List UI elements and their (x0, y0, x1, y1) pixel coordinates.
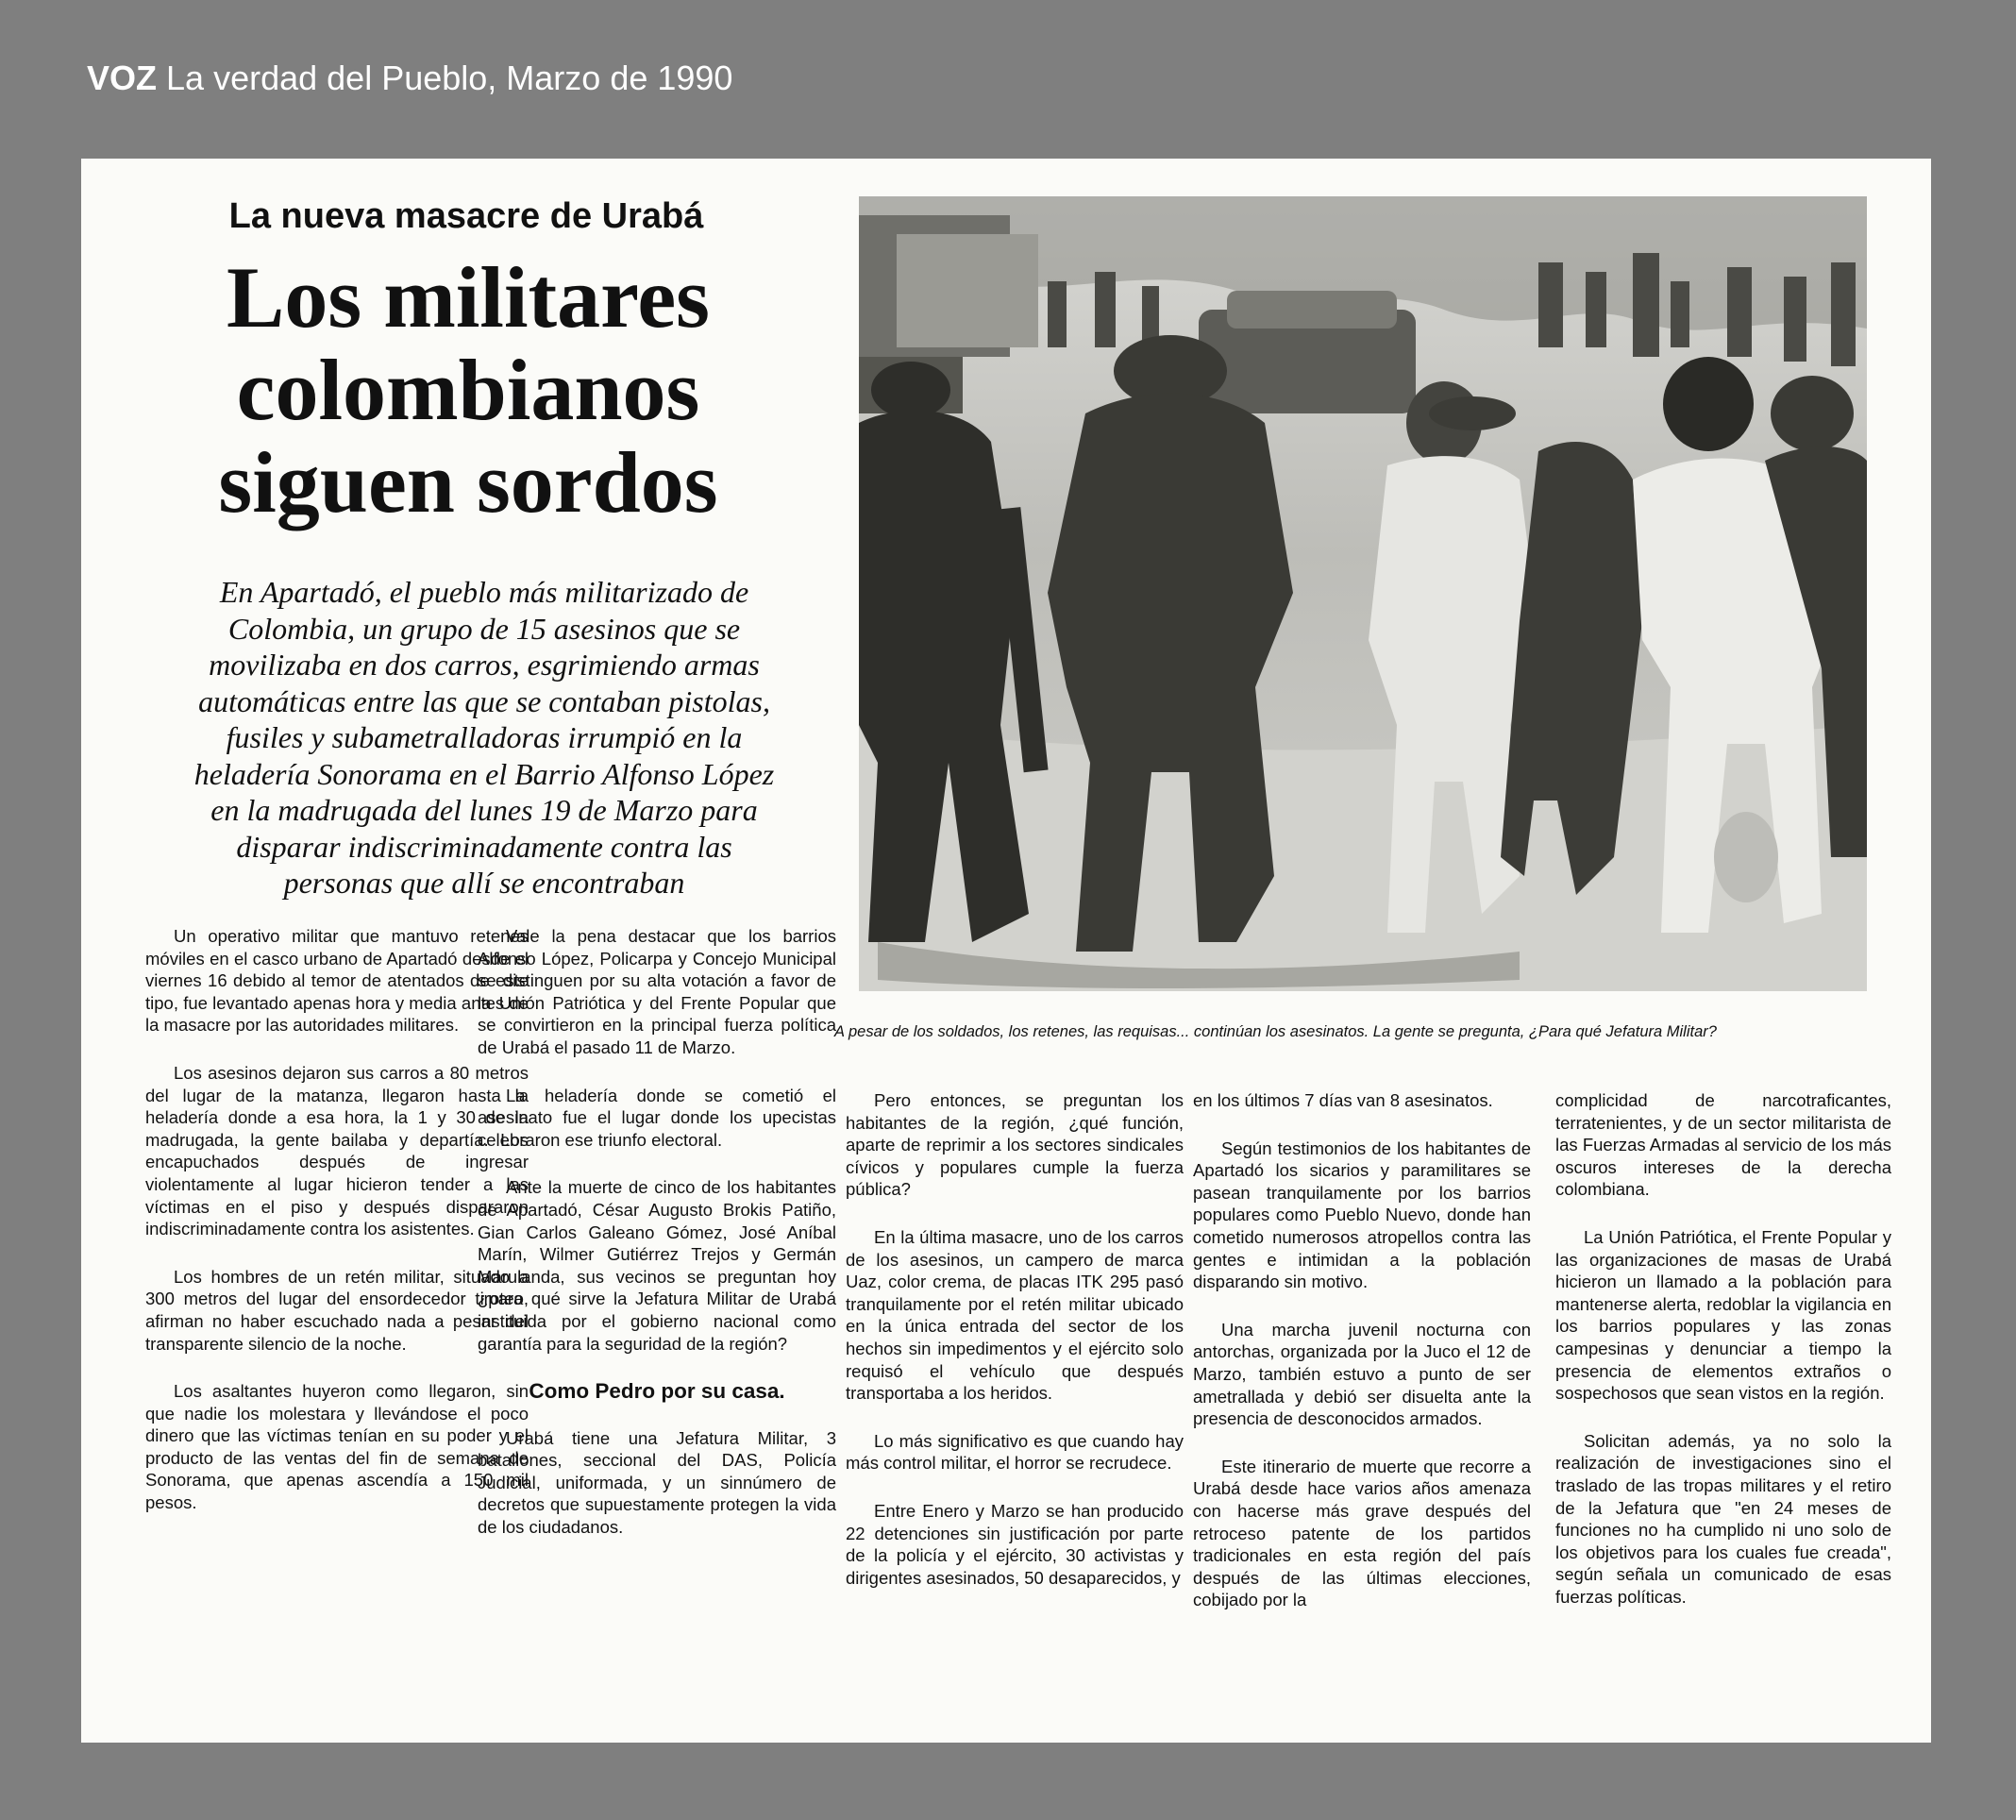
caption-text: La verdad del Pueblo, Marzo de 1990 (166, 59, 733, 97)
lede-line: personas que allí se encontraban (283, 866, 685, 900)
paragraph: Los hombres de un retén militar, situado a 300 metros del lugar del ensordecedor tiroteo, afirman no haber escuchado nada a pesar del transparente silencio de la noche. (145, 1266, 529, 1354)
paragraph: En la última masacre, uno de los carros de los asesinos, un campero de marca Uaz, color crema, de placas ITK 295 pasó tranquilamente por el retén militar ubicado en la única entrada del sector de los hechos sin impedimentos y el ejército solo requisó el vehículo que después transportaba a los heridos. (846, 1226, 1184, 1404)
photo-caption: A pesar de los soldados, los retenes, las requisas... continúan los asesinatos. La gente se pregunta, ¿Para qué Jefatura Militar? (834, 1023, 1717, 1040)
paragraph: Solicitan además, ya no solo la realización de investigaciones sino el traslado de las tropas militares y el retiro de la Jefatura que "en 24 meses de funciones no ha cumplido ni uno solo de los objetivos para los cuales fue creada", según señala un comunicado de esas fuerzas políticas. (1555, 1430, 1891, 1607)
article-column-2 (478, 925, 836, 1564)
article-column-4 (1193, 1089, 1531, 1637)
paragraph: Este itinerario de muerte que recorre a Urabá desde hace varios años amenaza con hacerse más grave después del retroceso patente de los partidos tradicionales en esta región del país después de las últimas elecciones, cobijado por la (1193, 1456, 1531, 1610)
paragraph: Pero entonces, se preguntan los habitantes de la región, ¿qué función, aparte de reprimir a los sectores sindicales cívicos y populares cumple la fuerza pública? (846, 1090, 1184, 1200)
paragraph: Ante la muerte de cinco de los habitantes de Apartadó, César Augusto Brokis Patiño, Gian Carlos Galeano Gómez, José Aníbal Marín, Wilmer Gutiérrez Trejos y Germán Marulanda, sus vecinos se preguntan hoy ¿para qué sirve la Jefatura Militar de Urabá instituida por el gobierno nacional como garantía para la seguridad de la región? (478, 1177, 836, 1354)
headline-line: Los militares (227, 249, 710, 345)
lede-line: automáticas entre las que se contaban pistolas, (198, 683, 770, 718)
article-column-5 (1555, 1089, 1891, 1633)
paragraph: en los últimos 7 días van 8 asesinatos. (1193, 1090, 1493, 1110)
article-column-1 (145, 925, 529, 1540)
paragraph: Urabá tiene una Jefatura Militar, 3 batallones, seccional del DAS, Policía Judicial, uniformada, y un sinnúmero de decretos que supuestamente protegen la vida de los ciudadanos. (478, 1427, 836, 1538)
paragraph: Los asesinos dejaron sus carros a 80 metros del lugar de la matanza, llegaron hasta la heladería donde a esa hora, la 1 y 30 de la madrugada, la gente bailaba y departía. Los encapuchados después de ingresar violentamente al lugar hicieron tender a las víctimas en el piso y después dispararon indiscriminadamente contra los asistentes. (145, 1062, 529, 1239)
article-kicker: La nueva masacre de Urabá (228, 196, 704, 236)
article-lede (177, 574, 791, 902)
lede-line: en la madrugada del lunes 19 de Marzo para (210, 793, 758, 827)
article-headline (166, 251, 770, 529)
article-column-3 (846, 1089, 1184, 1614)
lede-line: En Apartadó, el pueblo más militarizado de (219, 575, 749, 609)
paragraph: Lo más significativo es que cuando hay más control militar, el horror se recrudece. (846, 1430, 1184, 1474)
news-photo (859, 196, 1867, 991)
paragraph: complicidad de narcotraficantes, terratenientes, y de un sector militarista de las Fuerzas Armadas al servicio de los más oscuros intereses de la derecha colombiana. (1555, 1090, 1891, 1200)
caption-brand: VOZ (87, 59, 158, 97)
page-caption (87, 59, 732, 98)
lede-line: Colombia, un grupo de 15 asesinos que se (227, 611, 741, 646)
paragraph: Entre Enero y Marzo se han producido 22 detenciones sin justificación por parte de la policía y el ejército, 30 activistas y dirigentes asesinados, 50 desaparecidos, y (846, 1500, 1184, 1588)
headline-line: siguen sordos (218, 434, 718, 531)
newspaper-clipping (81, 159, 1931, 1743)
lede-line: fusiles y subametralladoras irrumpió en la (226, 720, 743, 754)
paragraph: Vale la pena destacar que los barrios Alfonso López, Policarpa y Concejo Municipal se distinguen por su alta votación a favor de la Unión Patriótica y del Frente Popular que se convirtieron en la principal fuerza política de Urabá el pasado 11 de Marzo. (478, 926, 836, 1057)
paragraph: Los asaltantes huyeron como llegaron, sin que nadie los molestara y llevándose el poco dinero que las víctimas tenían en su poder y el producto de las ventas del fin de semana de Sonorama, que apenas ascendía a 150 mil pesos. (145, 1381, 529, 1513)
lede-line: heladería Sonorama en el Barrio Alfonso López (193, 756, 775, 791)
lede-line: disparar indiscriminadamente contra las (236, 829, 732, 864)
headline-line: colombianos (236, 342, 700, 438)
paragraph: La Unión Patriótica, el Frente Popular y las organizaciones de masas de Urabá hicieron un llamado a la población para mantenerse alerta, redoblar la vigilancia en los barrios populares y las zonas campesinas y denunciar a tiempo la presencia de elementos extraños o sospechosos que sean vistos en la región. (1555, 1226, 1891, 1404)
paragraph: Una marcha juvenil nocturna con antorchas, organizada por la Juco el 12 de Marzo, también estuvo a punto de ser ametrallada y debió ser disuelta ante la presencia de desconocidos armados. (1193, 1319, 1531, 1429)
paragraph: Un operativo militar que mantuvo retenes móviles en el casco urbano de Apartadó desde el viernes 16 debido al temor de atentados de este tipo, fue levantado apenas hora y media antes de la masacre por las autoridades militares. (145, 926, 529, 1036)
paragraph: Según testimonios de los habitantes de Apartadó los sicarios y paramilitares se pasean tranquilamente por los barrios populares como Pueblo Nuevo, donde han cometido numerosos atropellos contra las gentes e intimidan a la población disparando sin motivo. (1193, 1138, 1531, 1292)
article-subhead: Como Pedro por su casa. (529, 1379, 785, 1404)
lede-line: movilizaba en dos carros, esgrimiendo armas (209, 648, 760, 682)
paragraph: La heladería donde se cometió el asesinato fue el lugar donde los upecistas celebraron ese triunfo electoral. (478, 1085, 836, 1150)
